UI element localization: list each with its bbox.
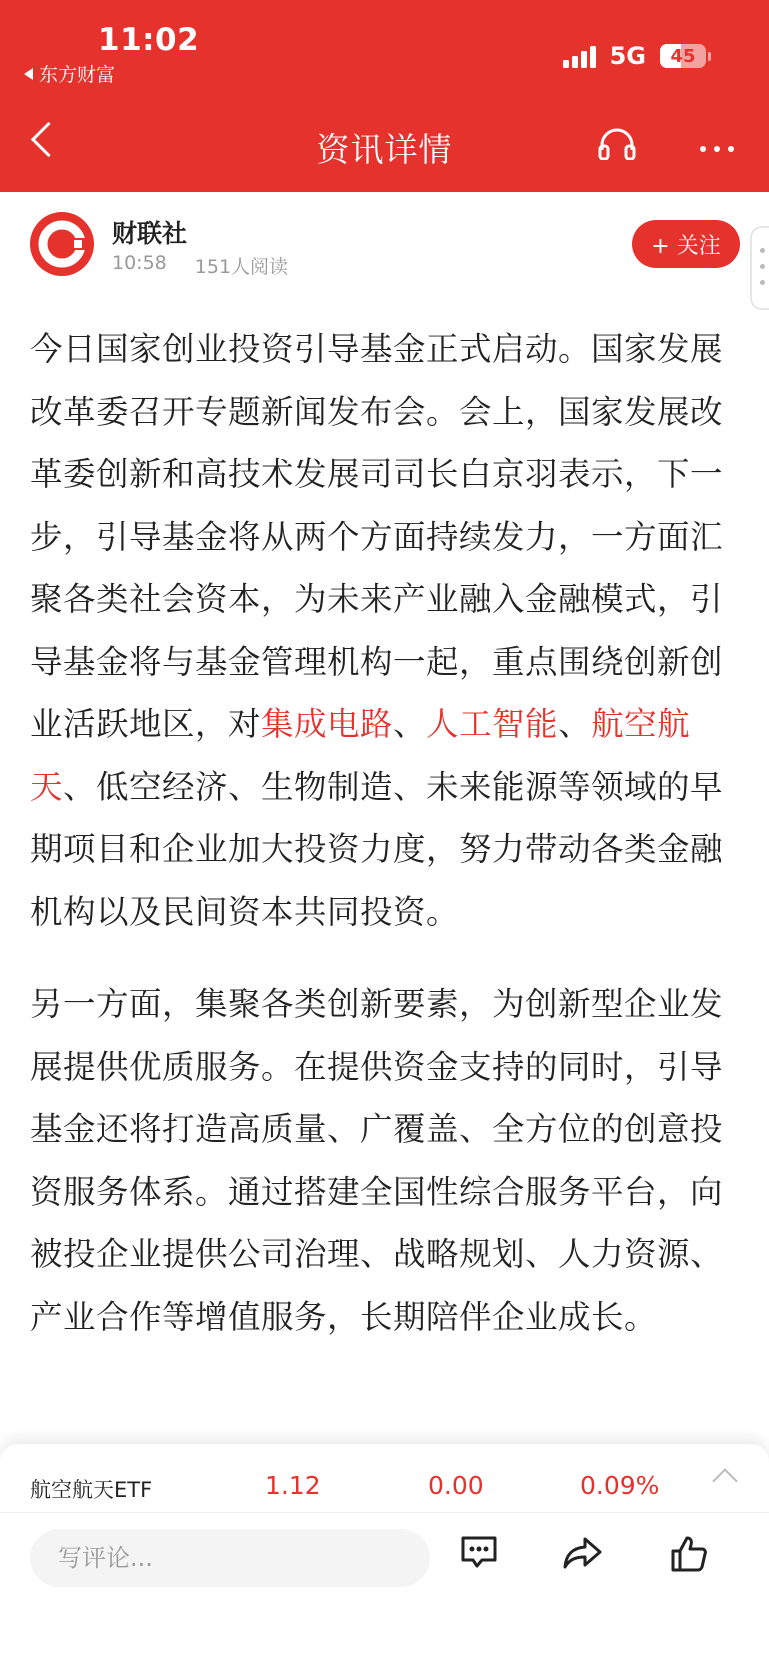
author-row <box>30 212 740 282</box>
ticker-change-pct: 0.09% <box>580 1471 660 1500</box>
stock-ticker[interactable] <box>0 1444 769 1512</box>
back-triangle-icon <box>24 68 33 80</box>
article-body <box>30 318 742 1378</box>
ticker-name: 航空航天ETF <box>30 1478 153 1502</box>
read-count: 151人阅读 <box>194 256 289 278</box>
side-drawer-handle[interactable] <box>750 226 769 310</box>
top-bar <box>0 0 769 192</box>
ticker-price: 1.12 <box>265 1471 321 1500</box>
battery-icon <box>660 44 706 68</box>
bottom-action-bar <box>0 1512 769 1666</box>
like-thumb-icon[interactable] <box>670 1535 708 1577</box>
status-time: 11:02 <box>98 22 200 58</box>
status-indicators <box>563 42 711 70</box>
signal-icon <box>563 44 596 68</box>
headphones-icon[interactable] <box>598 128 636 164</box>
back-to-app-link[interactable] <box>24 60 115 87</box>
author-avatar[interactable] <box>30 212 94 276</box>
chevron-up-icon[interactable] <box>712 1468 737 1493</box>
author-name[interactable]: 财联社 <box>112 219 188 248</box>
author-meta <box>112 252 288 279</box>
article-paragraph: 今日国家创业投资引导基金正式启动。国家发展改革委召开专题新闻发布会。会上，国家发展改革委创新和高技术发展司司长白京羽表示，下一步，引导基金将从两个方面持续发力，一方面汇聚各类社会资本，为未来产业融入金融模式，引导基金将与基金管理机构一起，重点围绕创新创业活跃地区，对集成电路、人工智能、航空航天、低空经济、生物制造、未来能源等领域的早期项目和企业加大投资力度，努力带动各类金融机构以及民间资本共同投资。 <box>30 330 724 931</box>
publish-time: 10:58 <box>112 252 167 274</box>
more-dots-icon[interactable] <box>700 146 734 152</box>
keyword-link-ai[interactable]: 人工智能 <box>426 705 559 743</box>
page-title: 资讯详情 <box>316 130 453 169</box>
network-type: 5G <box>609 42 646 70</box>
follow-button[interactable]: + 关注 <box>632 220 740 268</box>
share-icon[interactable] <box>563 1535 603 1575</box>
battery-level: 45 <box>670 45 696 67</box>
comment-icon[interactable] <box>460 1535 498 1575</box>
article-paragraph: 另一方面，集聚各类创新要素，为创新型企业发展提供优质服务。在提供资金支持的同时，引导基金还将打造高质量、广覆盖、全方位的创意投资服务体系。通过搭建全国性综合服务平台，向被投企业提供公司治理、战略规划、人力资源、产业合作等增值服务，长期陪伴企业成长。 <box>30 985 724 1336</box>
ticker-change: 0.00 <box>428 1471 484 1500</box>
keyword-link-aerospace[interactable]: 航空航天 <box>30 705 691 806</box>
back-app-label: 东方财富 <box>39 64 116 86</box>
comment-input[interactable] <box>30 1529 430 1587</box>
keyword-link-ic[interactable]: 集成电路 <box>261 705 394 743</box>
